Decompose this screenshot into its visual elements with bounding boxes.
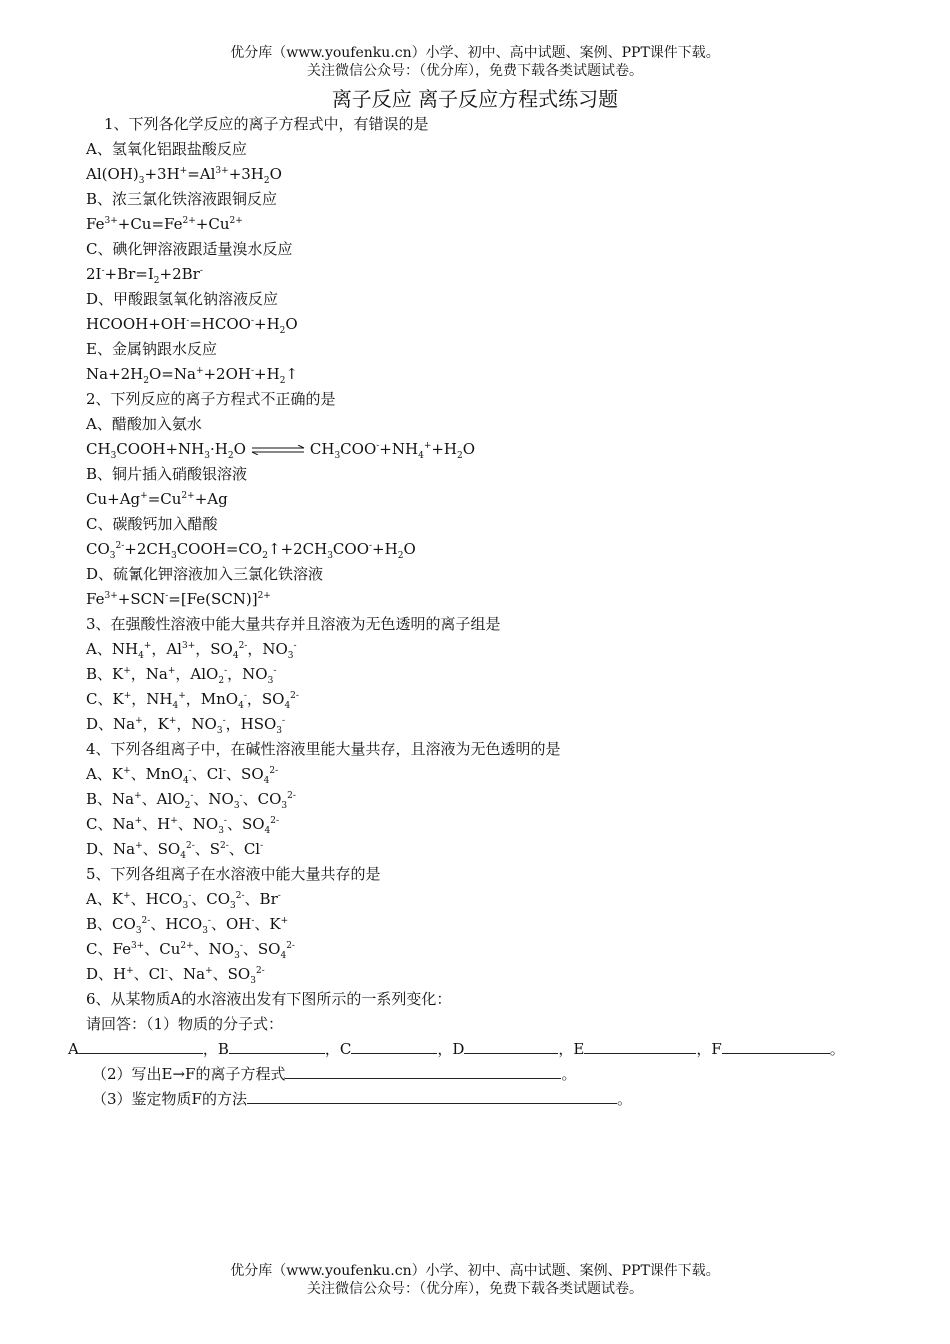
reversible-arrow-icon (250, 445, 306, 455)
page-title: 离子反应 离子反应方程式练习题 (331, 87, 619, 111)
blank-identify-method[interactable] (247, 1087, 617, 1104)
page-header (0, 44, 950, 80)
question-list (68, 112, 890, 1112)
q2-option-a: A、醋酸加入氨水 (86, 415, 202, 433)
q5-option-b: B、$CO_3^{2-}$、$HCO_3^-$、OH-、K+ (86, 915, 289, 936)
q2-equation-a: $CH_3COOH+NH_3\cdot H_2O$ $CH_3COO^-+NH_4^++H_2O$ (86, 440, 476, 461)
q5-option-a: A、K+、$HCO_3^-$、$CO_3^{2-}$、Br- (86, 890, 281, 911)
question-2: 2、下列反应的离子方程式不正确的是 (86, 390, 336, 408)
blank-d[interactable] (464, 1037, 558, 1054)
q1-option-e: E、金属钠跟水反应 (86, 340, 217, 358)
q6-blanks-row: A ，B ，C ，D ，E ，F 。 (68, 1037, 890, 1062)
blank-b[interactable] (229, 1037, 325, 1054)
header-line-1: 优分库（www.youfenku.cn）小学、初中、高中试题、案例、PPT课件下载。 (230, 45, 720, 61)
blank-e[interactable] (584, 1037, 696, 1054)
header-line-2: 关注微信公众号：（优分库），免费下载各类试题试卷。 (307, 63, 643, 79)
q5-option-c: C、$Fe^{3+}$、$Cu^{2+}$、$NO_3^-$、$SO_4^{2-}$ (86, 940, 295, 961)
q1-option-b: B、浓三氯化铁溶液跟铜反应 (86, 190, 278, 208)
q1-equation-b: $Fe^{3+}+Cu=Fe^{2+}+Cu^{2+}$ (86, 215, 243, 233)
q1-option-c: C、碘化钾溶液跟适量溴水反应 (86, 240, 293, 258)
q2-option-c: C、碳酸钙加入醋酸 (86, 515, 218, 533)
question-6: 6、从某物质A的水溶液出发有下图所示的一系列变化： (86, 990, 452, 1008)
q2-option-b: B、铜片插入硝酸银溶液 (86, 465, 248, 483)
q4-option-b: B、Na+、AlO$_2$-、$NO_3^-$、$CO_3^{2-}$ (86, 790, 296, 811)
q1-equation-d: $HCOOH+OH^-=HCOO^-+H_2O$ (86, 315, 298, 336)
blank-ion-equation[interactable] (285, 1062, 561, 1079)
question-1: 1、下列各化学反应的离子方程式中，有错误的是 (104, 115, 429, 133)
q6-part-3: （3）鉴定物质F的方法 。 (86, 1087, 890, 1112)
blank-f[interactable] (722, 1037, 830, 1054)
q1-option-a: A、氢氧化铝跟盐酸反应 (86, 140, 247, 158)
question-3: 3、在强酸性溶液中能大量共存并且溶液为无色透明的离子组是 (86, 615, 501, 633)
q1-equation-c: $2I^-+Br=I_2+2Br^-$ (86, 265, 203, 286)
q4-option-d: D、Na+、$SO_4^{2-}$、$S^{2-}$、Cl- (86, 840, 264, 861)
q1-equation-e: $Na+2H_2O=Na^++2OH^-+H_2↑$ (86, 365, 298, 386)
q2-equation-b: $Cu+Ag^+=Cu^{2+}+Ag$ (86, 490, 228, 508)
question-4: 4、下列各组离子中，在碱性溶液里能大量共存，且溶液为无色透明的是 (86, 740, 561, 758)
q3-option-a: A、$NH_4^+$，$Al^{3+}$，$SO_4^{2-}$，$NO_3^-$ (86, 640, 297, 661)
q1-option-d: D、甲酸跟氢氧化钠溶液反应 (86, 290, 279, 308)
q6-part-2: （2）写出E→F的离子方程式 。 (86, 1062, 890, 1087)
footer-line-1: 优分库（www.youfenku.cn）小学、初中、高中试题、案例、PPT课件下载。 (230, 1263, 720, 1279)
q4-option-c: C、Na+、H+、$NO_3^-$、$SO_4^{2-}$ (86, 815, 280, 836)
page-footer (0, 1262, 950, 1298)
q2-equation-d: $Fe^{3+}+SCN^-=[Fe(SCN)]^{2+}$ (86, 590, 271, 608)
q6-prompt: 请回答：（1）物质的分子式： (86, 1015, 284, 1033)
blank-c[interactable] (351, 1037, 437, 1054)
q3-option-c: C、K+，$NH_4^+$，MnO$_4$-，$SO_4^{2-}$ (86, 690, 299, 711)
q5-option-d: D、H+、Cl-、Na+、$SO_3^{2-}$ (86, 965, 265, 986)
q1-equation-a: $Al(OH)_3+3H^+=Al^{3+}+3H_2O$ (86, 165, 282, 186)
q3-option-b: B、K+，Na+，AlO$_2$-，$NO_3^-$ (86, 665, 277, 686)
q4-option-a: A、K+、MnO$_4$-、Cl-、$SO_4^{2-}$ (86, 765, 279, 786)
q2-option-d: D、硫氰化钾溶液加入三氯化铁溶液 (86, 565, 324, 583)
q2-equation-c: $CO_3^{2-}+2CH_3COOH=CO_2↑+2CH_3COO^-+H_2O$ (86, 540, 416, 561)
blank-a[interactable] (79, 1037, 203, 1054)
footer-line-2: 关注微信公众号：（优分库），免费下载各类试题试卷。 (307, 1281, 643, 1297)
question-5: 5、下列各组离子在水溶液中能大量共存的是 (86, 865, 381, 883)
q3-option-d: D、Na+，K+，$NO_3^-$，$HSO_3^-$ (86, 715, 286, 736)
